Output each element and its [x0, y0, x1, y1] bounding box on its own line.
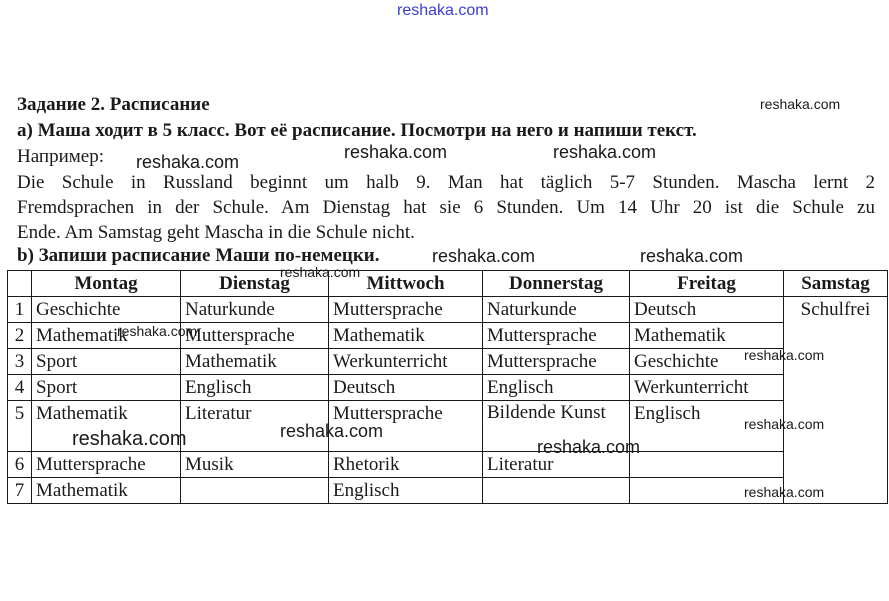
cell-donnerstag: Muttersprache	[483, 349, 630, 375]
cell-freitag: Mathematik	[630, 323, 784, 349]
cell-dienstag: Naturkunde	[181, 297, 329, 323]
cell-freitag: Geschichte	[630, 349, 784, 375]
watermark: reshaka.com	[744, 416, 825, 432]
watermark: reshaka.com	[432, 246, 536, 266]
watermark: reshaka.com	[744, 484, 825, 500]
cell-donnerstag: Bildende Kunst	[483, 401, 630, 452]
cell-montag: Sport	[32, 375, 181, 401]
cell-donnerstag: Muttersprache	[483, 323, 630, 349]
watermark: reshaka.com	[136, 152, 240, 172]
table-row	[8, 452, 888, 478]
cell-mittwoch: Rhetorik	[329, 452, 483, 478]
cell-freitag: Deutsch	[630, 297, 784, 323]
cell-montag: Muttersprache	[32, 452, 181, 478]
table-row	[8, 323, 888, 349]
cell-dienstag: Mathematik	[181, 349, 329, 375]
cell-montag: Mathematik	[32, 401, 181, 452]
header-freitag: Freitag	[630, 271, 784, 297]
watermark: reshaka.com	[117, 323, 198, 339]
table-row	[8, 349, 888, 375]
part-a-instruction: а) Маша ходит в 5 класс. Вот её расписание. Посмотри на него и напиши текст.	[17, 120, 697, 141]
lesson-number: 4	[8, 375, 32, 401]
header-samstag: Samstag	[784, 271, 888, 297]
example-paragraph	[17, 170, 875, 245]
cell-freitag: Englisch	[630, 401, 784, 452]
cell-dienstag: Literatur	[181, 401, 329, 452]
watermark: reshaka.com	[344, 142, 448, 162]
cell-montag: Sport	[32, 349, 181, 375]
cell-dienstag: Muttersprache	[181, 323, 329, 349]
header-montag: Montag	[32, 271, 181, 297]
watermark: reshaka.com	[640, 246, 744, 266]
paragraph-line: Fremdsprachen in der Schule. Am Dienstag hat sie 6 Stunden. Um 14 Uhr 20 ist die Schule zu	[17, 197, 875, 218]
watermark: reshaka.com	[280, 421, 384, 441]
watermark: reshaka.com	[72, 428, 187, 450]
header-mittwoch: Mittwoch	[329, 271, 483, 297]
cell-mittwoch: Deutsch	[329, 375, 483, 401]
watermark-top: reshaka.com	[397, 2, 489, 19]
cell-mittwoch: Englisch	[329, 478, 483, 504]
cell-donnerstag: Literatur	[483, 452, 630, 478]
paragraph-line: Ende. Am Samstag geht Mascha in die Schule nicht.	[17, 222, 415, 243]
lesson-number: 3	[8, 349, 32, 375]
cell-freitag	[630, 452, 784, 478]
table-row	[8, 401, 888, 452]
header-donnerstag: Donnerstag	[483, 271, 630, 297]
task-title: Задание 2. Расписание	[17, 94, 210, 115]
cell-donnerstag: Naturkunde	[483, 297, 630, 323]
cell-donnerstag: Englisch	[483, 375, 630, 401]
watermark: reshaka.com	[553, 142, 657, 162]
lesson-number: 5	[8, 401, 32, 452]
cell-donnerstag	[483, 478, 630, 504]
lesson-number: 6	[8, 452, 32, 478]
header-row	[8, 271, 888, 297]
watermark: reshaka.com	[760, 96, 841, 112]
watermark: reshaka.com	[280, 264, 361, 280]
lesson-number: 2	[8, 323, 32, 349]
cell-montag: Geschichte	[32, 297, 181, 323]
cell-dienstag	[181, 478, 329, 504]
watermark: reshaka.com	[744, 347, 825, 363]
lesson-number: 7	[8, 478, 32, 504]
cell-dienstag: Musik	[181, 452, 329, 478]
table-row	[8, 297, 888, 323]
cell-montag: Mathematik	[32, 323, 181, 349]
schedule-table	[7, 270, 888, 504]
header-dienstag: Dienstag	[181, 271, 329, 297]
watermark: reshaka.com	[537, 437, 641, 457]
cell-freitag	[630, 478, 784, 504]
table-row	[8, 375, 888, 401]
cell-mittwoch: Muttersprache	[329, 401, 483, 452]
lesson-number: 1	[8, 297, 32, 323]
example-label: Например:	[17, 146, 104, 167]
cell-mittwoch: Mathematik	[329, 323, 483, 349]
cell-freitag: Werkunterricht	[630, 375, 784, 401]
cell-dienstag: Englisch	[181, 375, 329, 401]
header-number	[8, 271, 32, 297]
cell-samstag: Schulfrei	[784, 297, 888, 504]
table-row	[8, 478, 888, 504]
cell-mittwoch: Werkunterricht	[329, 349, 483, 375]
cell-mittwoch: Muttersprache	[329, 297, 483, 323]
part-b-instruction: b) Запиши расписание Маши по-немецки.	[17, 245, 380, 266]
paragraph-line: Die Schule in Russland beginnt um halb 9. Man hat täglich 5-7 Stunden. Mascha lernt 2	[17, 172, 875, 193]
cell-montag: Mathematik	[32, 478, 181, 504]
